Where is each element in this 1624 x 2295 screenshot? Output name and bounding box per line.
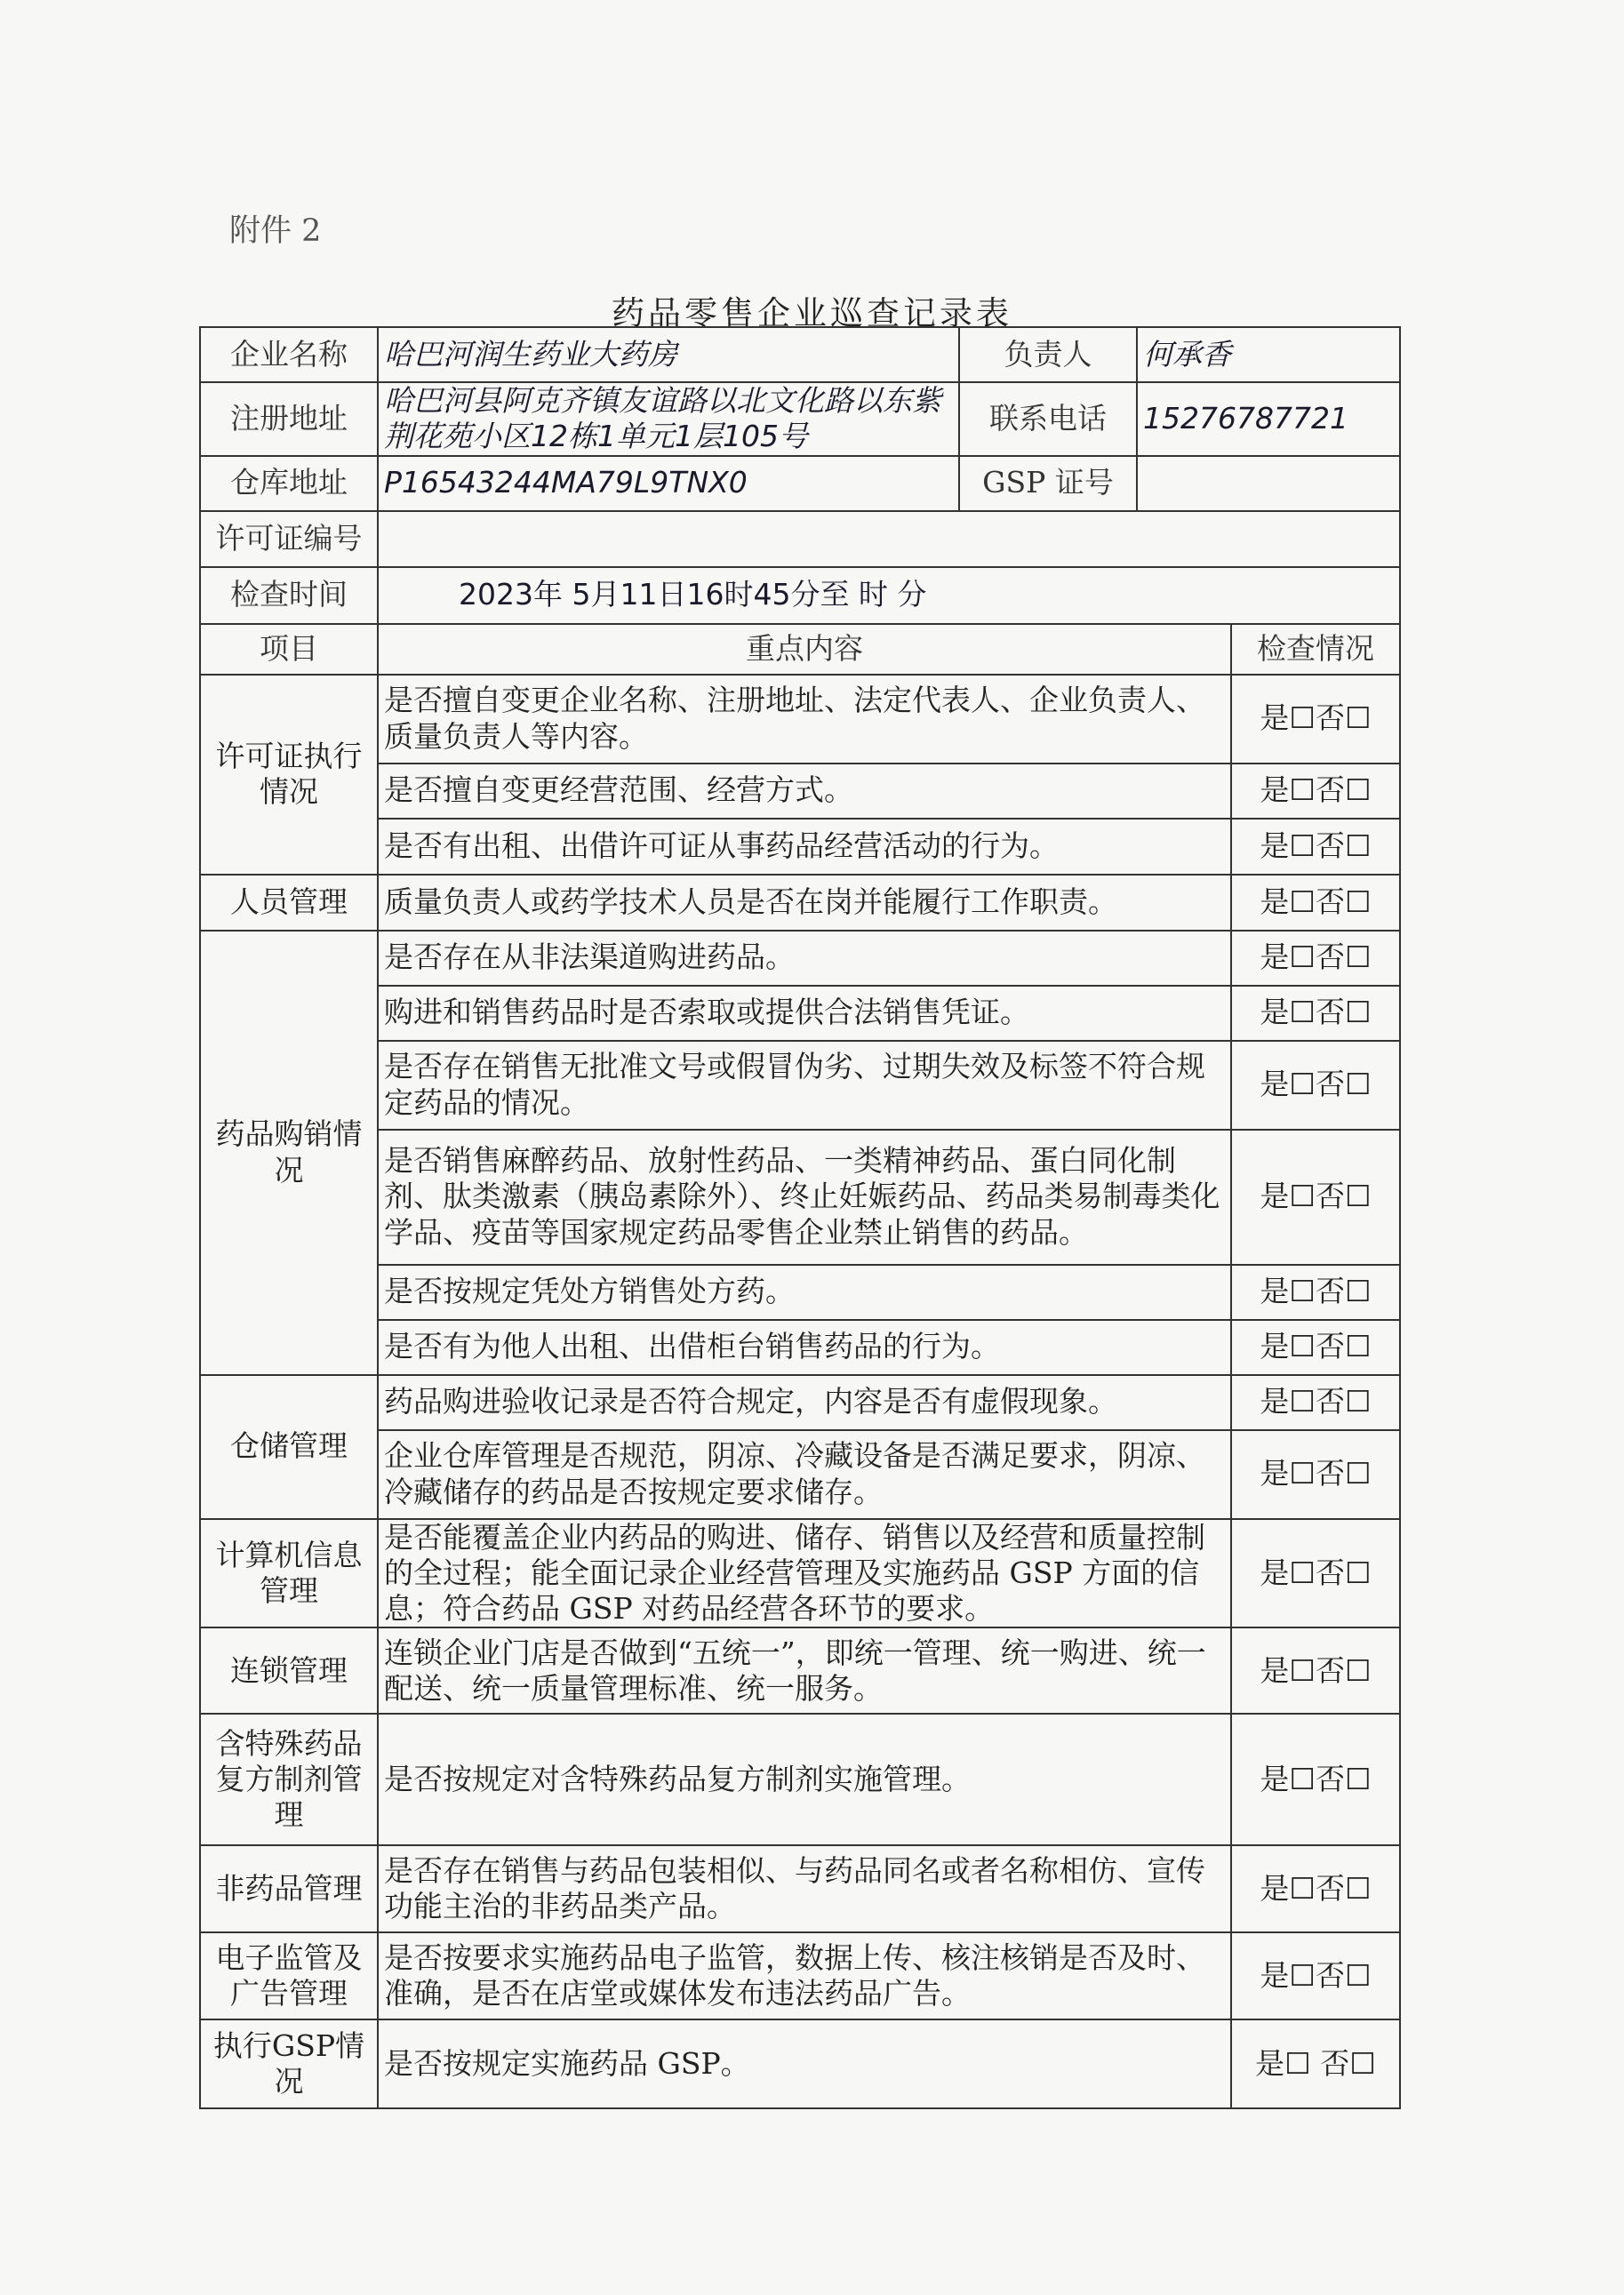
header-content: 重点内容: [378, 624, 1231, 675]
item-text: 药品购进验收记录是否符合规定，内容是否有虚假现象。: [378, 1375, 1231, 1430]
table-row: [200, 2019, 1400, 2108]
category-computer: 计算机信息管理: [200, 1519, 378, 1628]
check-yes-no[interactable]: 是☐否☐: [1231, 1932, 1400, 2019]
company-label: 企业名称: [200, 327, 378, 382]
inspection-form: [199, 326, 1401, 2109]
check-yes-no[interactable]: 是☐否☐: [1231, 1714, 1400, 1845]
time-label: 检查时间: [200, 567, 378, 624]
table-row: [200, 819, 1400, 875]
check-yes-no[interactable]: 是☐否☐: [1231, 764, 1400, 819]
table-row: [200, 1430, 1400, 1519]
table-row: [200, 1845, 1400, 1932]
phone-label: 联系电话: [959, 382, 1137, 456]
check-yes-no[interactable]: 是☐否☐: [1231, 819, 1400, 875]
header-row: [200, 624, 1400, 675]
row-address: [200, 382, 1400, 456]
table-row: [200, 1375, 1400, 1430]
item-text: 质量负责人或药学技术人员是否在岗并能履行工作职责。: [378, 875, 1231, 931]
license-label: 许可证编号: [200, 511, 378, 567]
check-yes-no[interactable]: 是☐否☐: [1231, 1430, 1400, 1519]
table-row: [200, 1714, 1400, 1845]
item-text: 是否按规定实施药品 GSP。: [378, 2019, 1231, 2108]
phone-value[interactable]: 15276787721: [1137, 382, 1400, 456]
table-row: [200, 1041, 1400, 1130]
item-text: 是否存在销售与药品包装相似、与药品同名或者名称相仿、宣传功能主治的非药品类产品。: [378, 1845, 1231, 1932]
warehouse-value[interactable]: P16543244MA79L9TNX0: [378, 456, 959, 511]
person-label: 负责人: [959, 327, 1137, 382]
check-yes-no[interactable]: 是☐否☐: [1231, 931, 1400, 986]
header-status: 检查情况: [1231, 624, 1400, 675]
attachment-label: 附件 2: [229, 213, 322, 249]
item-text: 是否存在销售无批准文号或假冒伪劣、过期失效及标签不符合规定药品的情况。: [378, 1041, 1231, 1130]
time-value[interactable]: 2023年 5月11日16时45分至 时 分: [378, 567, 1400, 624]
row-time: [200, 567, 1400, 624]
check-yes-no[interactable]: 是☐否☐: [1231, 675, 1400, 764]
check-yes-no[interactable]: 是☐否☐: [1231, 1265, 1400, 1320]
category-purchase-sales: 药品购销情况: [200, 931, 378, 1375]
check-yes-no[interactable]: 是☐否☐: [1231, 1845, 1400, 1932]
check-yes-no[interactable]: 是☐否☐: [1231, 875, 1400, 931]
item-text: 购进和销售药品时是否索取或提供合法销售凭证。: [378, 986, 1231, 1041]
gsp-value[interactable]: [1137, 456, 1400, 511]
check-yes-no[interactable]: 是☐否☐: [1231, 1320, 1400, 1375]
item-text: 是否能覆盖企业内药品的购进、储存、销售以及经营和质量控制的全过程；能全面记录企业经营管理及实施药品 GSP 方面的信息；符合药品 GSP 对药品经营各环节的要求。: [378, 1519, 1231, 1628]
item-text: 是否有为他人出租、出借柜台销售药品的行为。: [378, 1320, 1231, 1375]
category-storage: 仓储管理: [200, 1375, 378, 1519]
table-row: [200, 1932, 1400, 2019]
category-chain: 连锁管理: [200, 1627, 378, 1714]
table-row: [200, 1265, 1400, 1320]
table-row: [200, 1519, 1400, 1628]
item-text: 是否擅自变更企业名称、注册地址、法定代表人、企业负责人、质量负责人等内容。: [378, 675, 1231, 764]
item-text: 是否按规定凭处方销售处方药。: [378, 1265, 1231, 1320]
table-row: [200, 1130, 1400, 1265]
table-row: [200, 986, 1400, 1041]
check-yes-no[interactable]: 是☐否☐: [1231, 1375, 1400, 1430]
check-yes-no[interactable]: 是☐否☐: [1231, 1519, 1400, 1628]
item-text: 是否按要求实施药品电子监管，数据上传、核注核销是否及时、准确，是否在店堂或媒体发布违法药品广告。: [378, 1932, 1231, 2019]
category-non-drug: 非药品管理: [200, 1845, 378, 1932]
item-text: 是否擅自变更经营范围、经营方式。: [378, 764, 1231, 819]
table-row: [200, 1627, 1400, 1714]
row-warehouse: [200, 456, 1400, 511]
row-company: [200, 327, 1400, 382]
item-text: 是否按规定对含特殊药品复方制剂实施管理。: [378, 1714, 1231, 1845]
check-yes-no[interactable]: 是☐ 否☐: [1231, 2019, 1400, 2108]
item-text: 企业仓库管理是否规范，阴凉、冷藏设备是否满足要求，阴凉、冷藏储存的药品是否按规定要求储存。: [378, 1430, 1231, 1519]
check-yes-no[interactable]: 是☐否☐: [1231, 1130, 1400, 1265]
gsp-label: GSP 证号: [959, 456, 1137, 511]
address-value[interactable]: 哈巴河县阿克齐镇友谊路以北文化路以东紫荆花苑小区12栋1单元1层105号: [378, 382, 959, 456]
company-value[interactable]: 哈巴河润生药业大药房: [378, 327, 959, 382]
category-personnel: 人员管理: [200, 875, 378, 931]
check-yes-no[interactable]: 是☐否☐: [1231, 1627, 1400, 1714]
header-item: 项目: [200, 624, 378, 675]
check-yes-no[interactable]: 是☐否☐: [1231, 1041, 1400, 1130]
item-text: 是否销售麻醉药品、放射性药品、一类精神药品、蛋白同化制剂、肽类激素（胰岛素除外）、终止妊娠药品、药品类易制毒类化学品、疫苗等国家规定药品零售企业禁止销售的药品。: [378, 1130, 1231, 1265]
table-row: [200, 875, 1400, 931]
address-label: 注册地址: [200, 382, 378, 456]
category-special-drugs: 含特殊药品复方制剂管理: [200, 1714, 378, 1845]
table-row: [200, 931, 1400, 986]
license-value[interactable]: [378, 511, 1400, 567]
item-text: 是否有出租、出借许可证从事药品经营活动的行为。: [378, 819, 1231, 875]
item-text: 是否存在从非法渠道购进药品。: [378, 931, 1231, 986]
category-gsp: 执行GSP情况: [200, 2019, 378, 2108]
check-yes-no[interactable]: 是☐否☐: [1231, 986, 1400, 1041]
person-value[interactable]: 何承香: [1137, 327, 1400, 382]
warehouse-label: 仓库地址: [200, 456, 378, 511]
table-row: [200, 675, 1400, 764]
row-license: [200, 511, 1400, 567]
table-row: [200, 764, 1400, 819]
category-license: 许可证执行情况: [200, 675, 378, 875]
table-row: [200, 1320, 1400, 1375]
item-text: 连锁企业门店是否做到“五统一”，即统一管理、统一购进、统一配送、统一质量管理标准、统一服务。: [378, 1627, 1231, 1714]
page-title: 药品零售企业巡查记录表: [612, 294, 1012, 332]
category-e-supervision: 电子监管及广告管理: [200, 1932, 378, 2019]
